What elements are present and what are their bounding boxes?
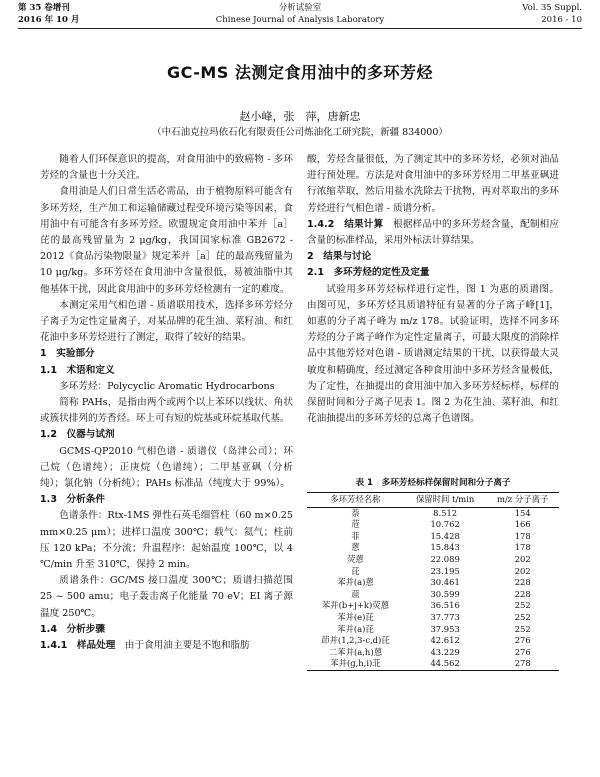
table-cell: 菲 [351, 530, 360, 541]
section-1-3-heading: 1.3 分析条件 [40, 494, 105, 506]
table-cell: 278 [486, 658, 559, 670]
table-row [307, 554, 559, 566]
sample-treatment-paragraph [40, 638, 293, 654]
table-cell: 苯并(g,h,i)苝 [307, 658, 404, 670]
table-cell: 202 [514, 553, 531, 564]
table-cell: 苯并(a)蒽 [337, 577, 374, 588]
table-cell: 苯并(b+j+k)荧蒽 [321, 600, 389, 611]
header-volume-en: Vol. 35 Suppl. [522, 3, 582, 13]
table-cell: 228 [514, 588, 531, 599]
table-cell: 8.512 [433, 507, 458, 518]
table-row [307, 566, 559, 578]
table-cell: 二苯并(a,h)蒽 [328, 646, 382, 657]
right-column [307, 152, 559, 427]
table-cell: 苯并(a)芘 [337, 623, 374, 634]
table-cell: 252 [514, 600, 531, 611]
table-cell: 44.562 [404, 658, 487, 670]
header-journal-cn: 分析试验室 [278, 3, 322, 13]
gc-conditions-paragraph: 色谱条件：Rtx-1MS 弹性石英毛细管柱（60 m×0.25 mm×0.25 μm）；进样口温度 300℃；载气：氦气；柱前压 120 kPa；不分流；升温程序：起始温度 100℃，以 4 ℃/min 升至 310℃，保持 2 min。 [40, 510, 293, 571]
intro-paragraph-3: 本测定采用气相色谱 - 质谱联用技术，选择多环芳烃分子离子为定性定量离子，对某品牌的花生油、菜籽油、和红花油中多环芳烃进行了测定，取得了较好的结果。 [40, 299, 293, 344]
term-paragraph-2: 简称 PAHs，是指由两个或两个以上苯环以线状、角状或簇状排列的芳香烃。环上可有短的烷基或环烷基取代基。 [40, 397, 293, 425]
ms-conditions-paragraph: 质谱条件：GC/MS 接口温度 300℃；质谱扫描范围 25 ~ 500 amu；电子轰击离子化能量 70 eV；EI 离子源温度 250℃。 [40, 575, 293, 619]
continued-paragraph: 酸，芳烃含量很低，为了测定其中的多环芳烃，必须对油品进行预处理。方法是对食用油中的多环芳烃用二甲基亚砜进行浓缩萃取，然后用盐水洗除去干扰物，再对萃取出的多环芳烃进行气相色谱 - 质谱分析。 [307, 154, 559, 214]
table-cell: 22.089 [430, 553, 460, 564]
header-right [522, 2, 582, 26]
table-cell: 蒽 [351, 542, 360, 553]
header-date-en: 2016 - 10 [541, 15, 582, 25]
qualitative-paragraph: 试验用多环芳烃标样进行定性，图 1 为惠的质谱图。由图可见，多环芳烃具质谱特征有显著的分子离子峰[1]，如惠的分子离子峰为 m/z 178。试验证明，选择不同多环芳烃的分子离子峰作为定性定量离子，可最大限度的消除样品中其他芳烃对色谱 - 质谱测定结果的干扰，以获得最大灵敏度和精确度，经过测定各种食用油中多环芳烃含量极低，为了定性，在抽提出的食用油中加入多环芳烃标样，标样的保留时间和分子离子见表 1。图 2 为花生油、菜籽油、和红花油抽提出的多环芳烃的总离子色谱图。 [307, 283, 559, 425]
table-cell: 252 [514, 611, 531, 622]
table-cell: 䓛 [351, 588, 360, 599]
table-row [307, 519, 559, 531]
table-cell: 23.195 [430, 565, 460, 576]
affiliation: （中石油克拉玛依石化有限责任公司炼油化工研究院，新疆 834000） [152, 127, 448, 138]
table-cell: 37.953 [430, 623, 460, 634]
table-cell: 276 [514, 635, 531, 646]
table-cell: 茚并(1,2,3-c,d)芘 [321, 635, 390, 646]
calculation-text: 根据样品中的多环芳烃含量，配制相应含量的标准样品，采用外标法计算结果。 [307, 218, 560, 247]
table-header-cell: 保留时间 t/min [404, 493, 487, 508]
table-cell: 178 [514, 530, 531, 541]
section-1-heading: 1 实验部分 [40, 348, 95, 360]
header-center [18, 2, 582, 26]
authors: 赵小峰，张 萍，唐新忠 [239, 110, 361, 123]
table-cell: 202 [514, 565, 531, 576]
table-cell: 228 [514, 577, 531, 588]
table-row [307, 531, 559, 543]
section-1-1-heading: 1.1 术语和定义 [40, 364, 115, 376]
table-cell: 15.428 [430, 530, 460, 541]
table-cell: 276 [514, 646, 531, 657]
table-cell: 42.612 [430, 635, 460, 646]
table-cell: 苯并(e)芘 [337, 611, 374, 622]
table-row [307, 624, 559, 636]
table-row [307, 542, 559, 554]
table-row [307, 635, 559, 647]
section-2-heading: 2 结果与讨论 [307, 251, 372, 263]
table-cell: 37.773 [430, 611, 460, 622]
left-column [40, 152, 293, 654]
table-cell: 30.461 [430, 577, 460, 588]
table-row [307, 658, 559, 670]
table-header-cell: m/z 分子离子 [486, 493, 559, 508]
table-row [307, 507, 559, 519]
table-row [307, 600, 559, 612]
table-cell: 15.843 [430, 542, 460, 553]
section-1-4-heading: 1.4 分析步骤 [40, 623, 105, 635]
section-1-2-heading: 1.2 仪器与试剂 [40, 429, 115, 441]
table-row [307, 589, 559, 601]
table-row [307, 577, 559, 589]
calculation-paragraph [307, 217, 559, 249]
table-header-cell: 多环芳烃名称 [307, 493, 404, 508]
instruments-paragraph: GCMS-QP2010 气相色谱 - 质谱仪（岛津公司）；环己烷（色谱纯）；正庚烷（色谱纯）；二甲基亚砜（分析纯）；氯化钠（分析纯）；PAHs 标准品（纯度大于 99%）。 [40, 445, 293, 490]
table-cell: 荧蒽 [347, 553, 364, 564]
intro-paragraph-2: 食用油是人们日常生活必需品，由于植物原料可能含有多环芳烃，生产加工和运输储藏过程受环境污染等因素，食用油中有可能含有多环芳烃。欧盟规定食用油中苯并［a］芘的最高残留量为 2 μg/kg，我国国家标准 GB2672 - 2012《食品污染物限量》规定苯并［a］芘的最高残留量为 10 μg/kg。多环芳烃在食用油中含量很低，易被油脂中其他基体干扰，因此食用油中的多环芳烃检测有一定的难度。 [40, 186, 293, 295]
table-row [307, 647, 559, 659]
table-cell: 30.599 [430, 588, 460, 599]
table-1-caption: 表 1 多环芳烃标样保留时间和分子离子 [355, 478, 511, 488]
section-2-1-heading: 2.1 多环芳烃的定性及定量 [307, 267, 430, 279]
header-rule [18, 28, 582, 29]
header-date-cn: 2016 年 10 月 [18, 15, 80, 25]
section-1-4-2-heading: 1.4.2 结果计算 [307, 218, 384, 230]
section-1-4-1-heading: 1.4.1 样品处理 [40, 640, 116, 652]
table-cell: 36.516 [430, 600, 460, 611]
sample-treatment-text: 由于食用油主要是不饱和脂肪 [124, 640, 250, 652]
table-cell: 苊 [351, 519, 360, 530]
term-paragraph-1: 多环芳烃：Polycyclic Aromatic Hydrocarbons [59, 380, 275, 392]
table-cell: 43.229 [430, 646, 460, 657]
table-cell: 10.762 [430, 519, 460, 530]
intro-paragraph-1: 随着人们环保意识的提高，对食用油中的致癌物 - 多环芳烃的含量也十分关注。 [40, 154, 293, 182]
table-1 [307, 492, 559, 671]
header-volume-cn: 第 35 卷增刊 [18, 3, 70, 13]
table-body [307, 507, 559, 670]
table-header-row [307, 493, 559, 508]
table-cell: 萘 [351, 507, 360, 518]
table-cell: 154 [514, 507, 531, 518]
table-cell: 芘 [351, 565, 360, 576]
paper-title: GC-MS 法测定食用油中的多环芳烃 [167, 63, 433, 82]
table-cell: 178 [514, 542, 531, 553]
header-journal-en: Chinese Journal of Analysis Laboratory [215, 15, 385, 25]
table-cell: 166 [514, 519, 531, 530]
page-header [18, 2, 582, 28]
table-row [307, 612, 559, 624]
table-cell: 252 [514, 623, 531, 634]
